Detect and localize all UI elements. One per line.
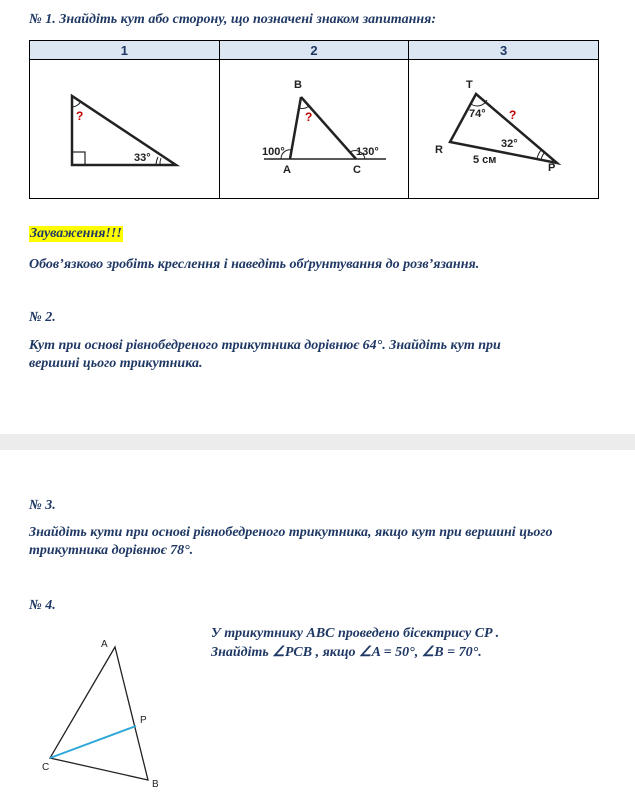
angle-label-33: 33° bbox=[134, 152, 151, 164]
task-1-table bbox=[29, 40, 599, 199]
task-1-heading: № 1. Знайдіть кут або сторону, що позначені знаком запитання: bbox=[29, 12, 437, 27]
right-angle-mark bbox=[72, 152, 85, 165]
triangle-abc-figure bbox=[0, 630, 200, 795]
angle-label-32: 32° bbox=[501, 138, 518, 150]
side-length-label: 5 см bbox=[473, 154, 497, 166]
triangle-1-shape bbox=[72, 96, 176, 165]
exterior-angle-130: 130° bbox=[355, 146, 379, 158]
task-3-line-1: Знайдіть кути при основі рівнобедреного трикутника, якщо кут при вершині цього bbox=[29, 525, 553, 540]
note-label: Зауваження!!! bbox=[30, 226, 122, 241]
bisector-cp bbox=[50, 726, 136, 758]
exterior-angle-100: 100° bbox=[261, 146, 285, 158]
angle-label-74: 74° bbox=[469, 108, 486, 120]
task-4-heading: № 4. bbox=[29, 598, 56, 613]
right-triangle-figure bbox=[30, 60, 220, 198]
vertex-label-c: C bbox=[42, 762, 50, 773]
column-header-3: 3 bbox=[409, 41, 599, 60]
note-text: Обов’язково зробіть креслення і наведіть обґрунтування до розв’язання. bbox=[29, 257, 480, 272]
triangle-trp-figure bbox=[409, 60, 599, 198]
page-2 bbox=[0, 450, 635, 808]
task-2-line-2: вершині цього трикутника. bbox=[29, 356, 203, 371]
figure-cell-2 bbox=[219, 60, 409, 199]
figure-cell-1 bbox=[30, 60, 220, 199]
task-2-heading: № 2. bbox=[29, 310, 56, 325]
angle-arc-p-inner bbox=[541, 152, 545, 160]
triangle-abc-shape bbox=[50, 647, 148, 780]
task-3-heading: № 3. bbox=[29, 498, 56, 513]
vertex-label-r: R bbox=[435, 144, 444, 156]
vertex-label-b: B bbox=[152, 779, 159, 790]
unknown-mark-3: ? bbox=[509, 108, 517, 122]
task-2-line-1: Кут при основі рівнобедреного трикутника дорівнює 64°. Знайдіть кут при bbox=[29, 338, 501, 353]
unknown-mark-1: ? bbox=[76, 109, 84, 123]
column-header-1: 1 bbox=[30, 41, 220, 60]
task-4-line-1: У трикутнику ABC проведено бісектрису CP . bbox=[211, 626, 500, 641]
triangle-3-shape bbox=[450, 94, 557, 163]
side-bc bbox=[301, 97, 356, 159]
vertex-label-p: P bbox=[140, 715, 147, 726]
vertex-label-a: A bbox=[101, 639, 108, 650]
unknown-mark-2: ? bbox=[304, 110, 312, 124]
page-separator bbox=[0, 434, 635, 450]
task-3-line-2: трикутника дорівнює 78°. bbox=[29, 543, 194, 558]
vertex-label-a: A bbox=[282, 164, 291, 176]
vertex-label-p: P bbox=[548, 162, 556, 174]
vertex-label-c: C bbox=[352, 164, 361, 176]
triangle-exterior-angles-figure bbox=[220, 60, 410, 198]
column-header-2: 2 bbox=[219, 41, 409, 60]
figure-cell-3 bbox=[409, 60, 599, 199]
vertex-label-b: B bbox=[293, 79, 302, 91]
vertex-label-t: T bbox=[466, 79, 474, 91]
task-4-line-2: Знайдіть ∠PCB , якщо ∠A = 50°, ∠B = 70°. bbox=[211, 645, 482, 660]
